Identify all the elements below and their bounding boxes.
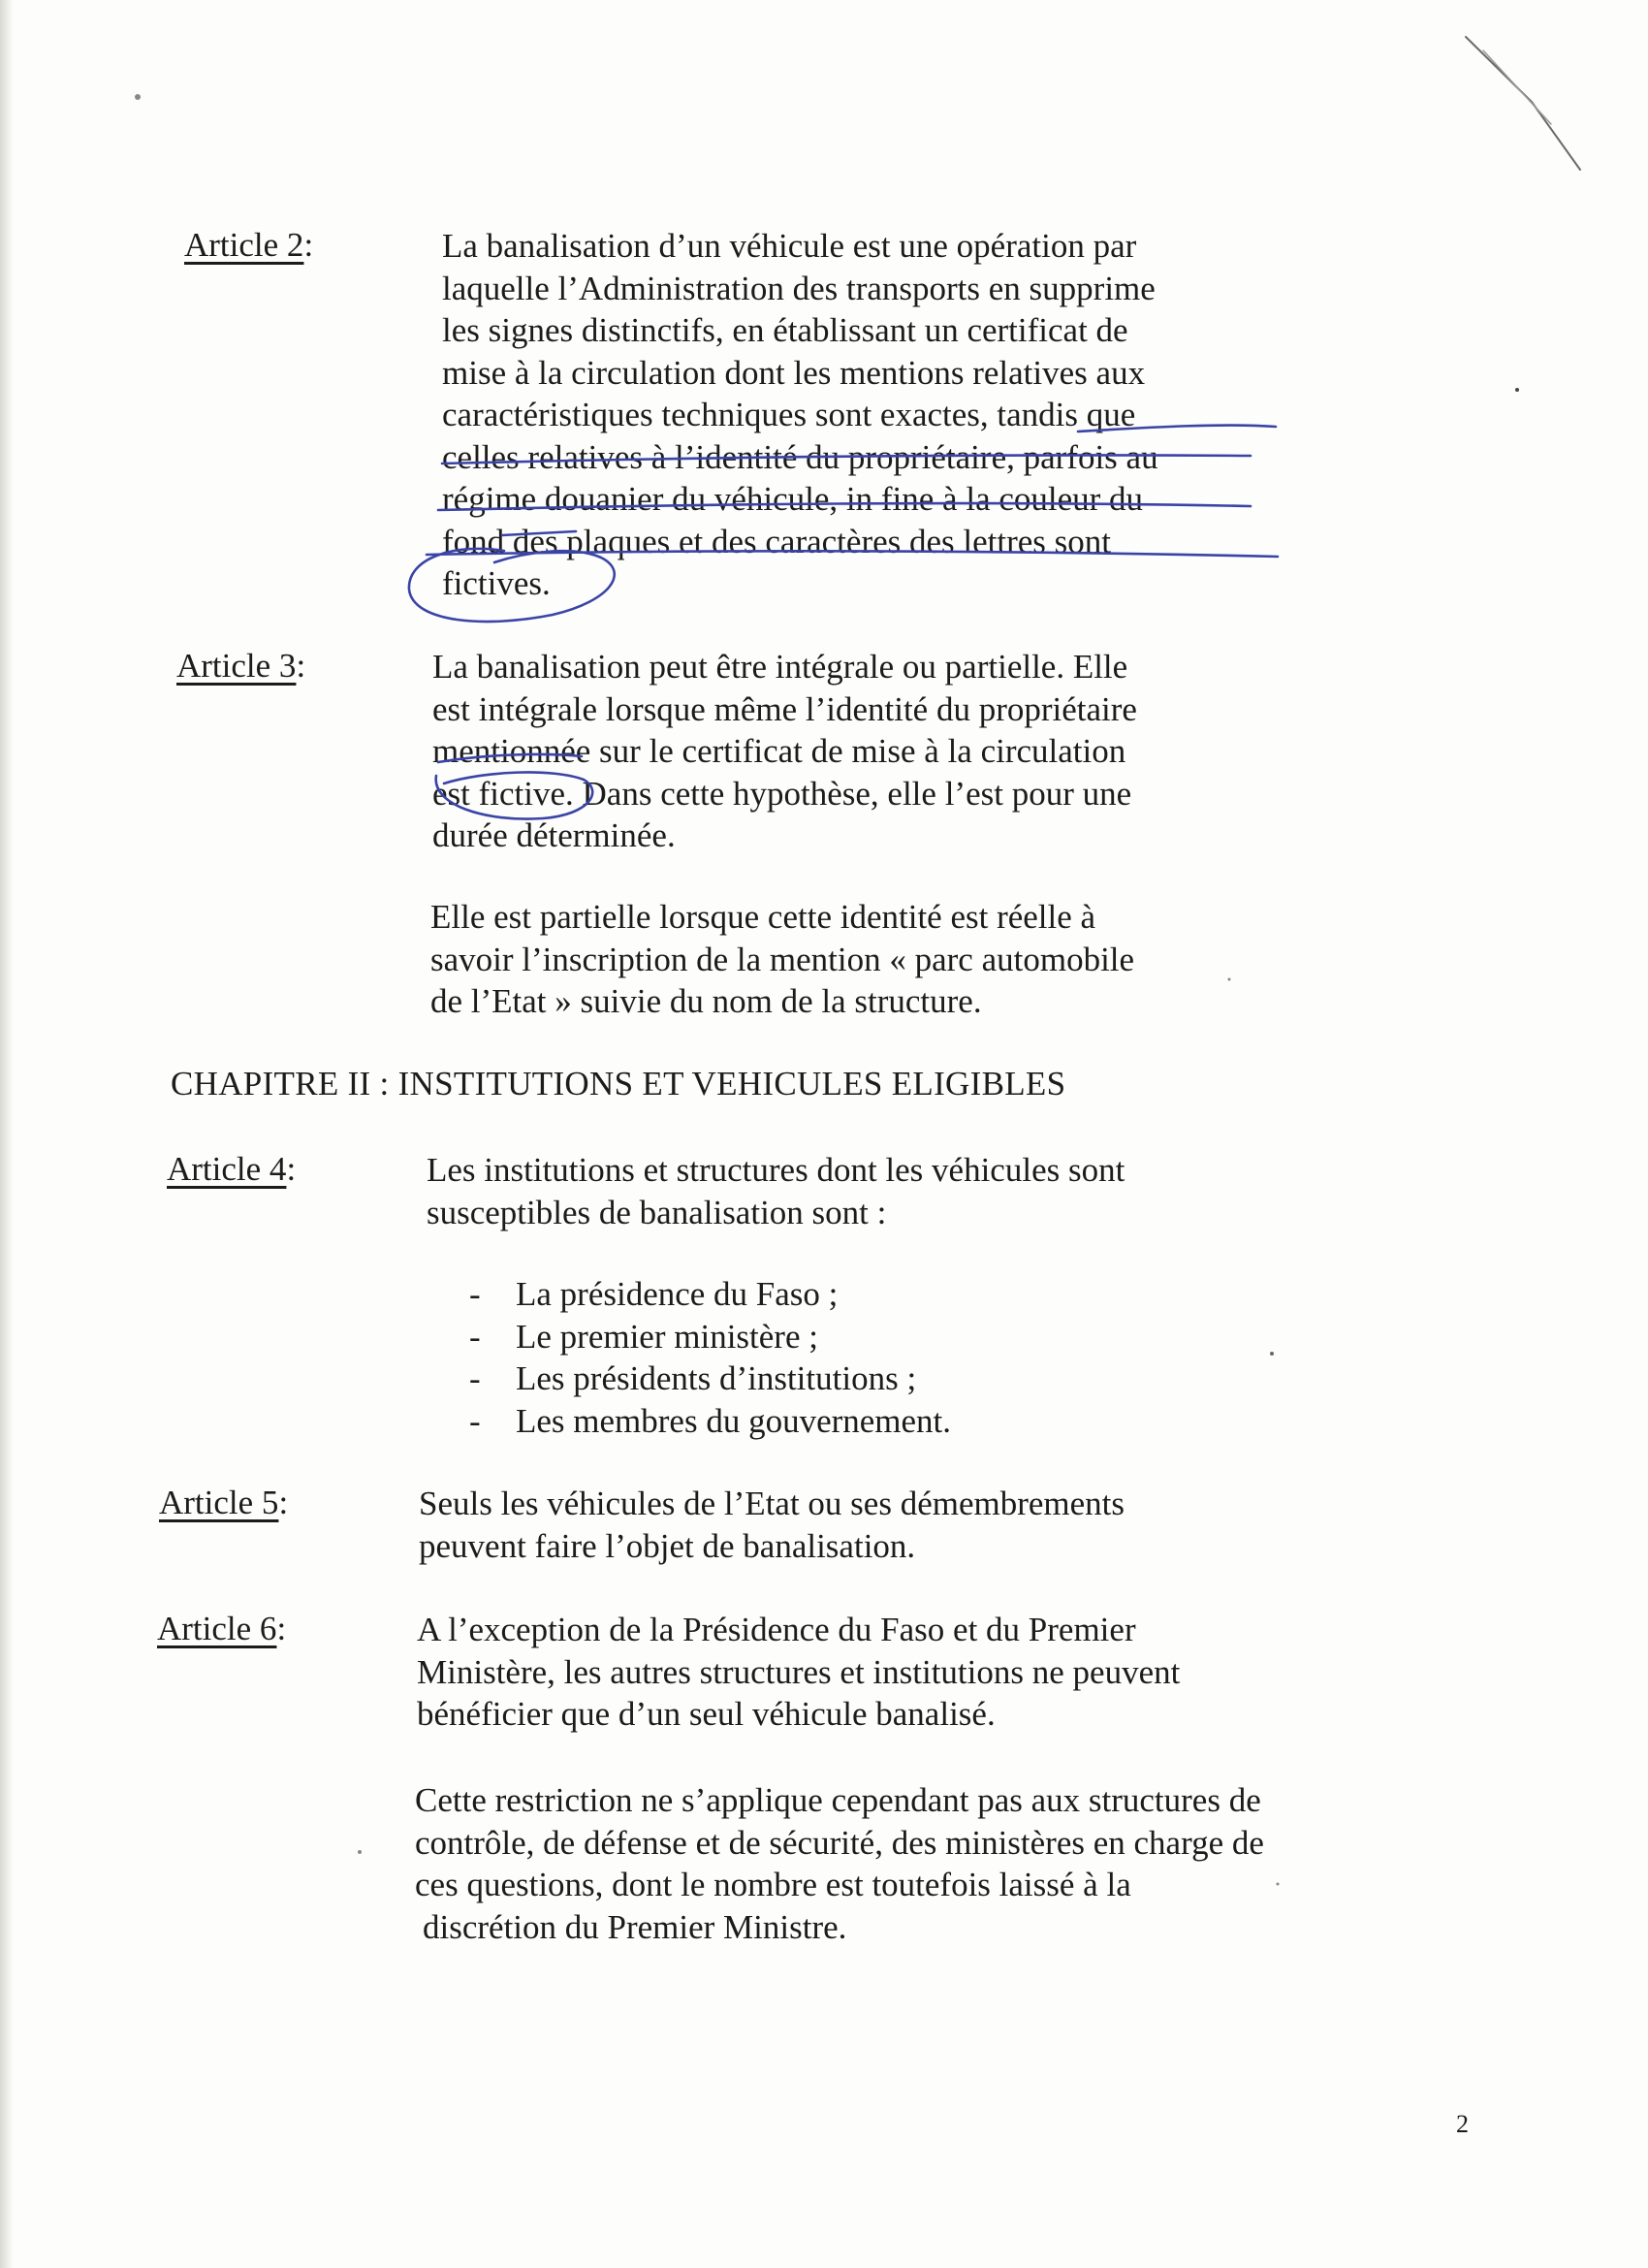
text-line: mise à la circulation dont les mentions relatives aux xyxy=(442,353,1146,392)
article-4-label-text: Article 4 xyxy=(167,1150,287,1188)
list-item-text: La présidence du Faso ; xyxy=(516,1275,839,1313)
article-5-label-text: Article 5 xyxy=(159,1484,279,1521)
text-line: ces questions, dont le nombre est toutefois laissé à la xyxy=(415,1866,1131,1903)
list-item xyxy=(469,1358,951,1400)
text-line: les signes distinctifs, en établissant un certificat de xyxy=(442,311,1128,349)
bullet-dash: - xyxy=(469,1275,481,1313)
text-line: A l’exception de la Présidence du Faso et du Premier xyxy=(417,1611,1136,1648)
article-2-label xyxy=(184,226,313,265)
text-line: savoir l’inscription de la mention « parc automobile xyxy=(430,940,1135,978)
text-line: bénéficier que d’un seul véhicule banalisé. xyxy=(417,1695,996,1733)
article-3-paragraph-1 xyxy=(432,646,1221,857)
text-line: La banalisation d’un véhicule est une opération par xyxy=(442,227,1137,265)
eligible-institutions-list xyxy=(469,1273,951,1442)
article-2-label-text: Article 2 xyxy=(184,226,304,264)
text-line: susceptibles de banalisation sont : xyxy=(427,1193,887,1231)
bullet-dash: - xyxy=(469,1401,481,1440)
list-item xyxy=(469,1316,951,1358)
text-line: Elle est partielle lorsque cette identité est réelle à xyxy=(430,898,1096,936)
text-line: de l’Etat » suivie du nom de la structure. xyxy=(430,982,982,1020)
article-4-label xyxy=(167,1150,296,1189)
article-3-sep: : xyxy=(296,647,306,685)
text-line: est intégrale lorsque même l’identité du propriétaire xyxy=(432,689,1137,728)
text-line: contrôle, de défense et de sécurité, des ministères en charge de xyxy=(415,1823,1264,1862)
text-line: Ministère, les autres structures et institutions ne peuvent xyxy=(417,1652,1181,1691)
article-6-label-text: Article 6 xyxy=(157,1610,277,1647)
scan-crease-mark xyxy=(1483,50,1551,124)
text-line: Cette restriction ne s’applique cependant pas aux structures de xyxy=(415,1781,1261,1819)
article-3-paragraph-2 xyxy=(430,896,1221,1023)
scan-crease-mark xyxy=(1466,37,1580,170)
scan-edge-shadow xyxy=(0,0,14,2268)
text-line: régime douanier du véhicule, in fine à la couleur du xyxy=(442,480,1144,518)
text-line: La banalisation peut être intégrale ou partielle. Elle xyxy=(432,648,1128,686)
text-line: Les institutions et structures dont les véhicules sont xyxy=(427,1151,1125,1189)
page-number: 2 xyxy=(1456,2110,1469,2138)
text-line: celles relatives à l’identité du propriétaire, parfois au xyxy=(442,437,1158,476)
article-2-sep: : xyxy=(303,226,314,264)
chapter-heading: CHAPITRE II : INSTITUTIONS ET VEHICULES ELIGIBLES xyxy=(171,1065,1066,1102)
text-line: mentionnée sur le certificat de mise à la circulation xyxy=(432,732,1126,770)
text-line: fond des plaques et des caractères des lettres sont xyxy=(442,522,1112,560)
article-3-label-text: Article 3 xyxy=(176,647,297,685)
text-line: durée déterminée. xyxy=(432,816,676,854)
text-line xyxy=(415,1906,1346,1949)
text-line-content: discrétion du Premier Ministre. xyxy=(423,1907,847,1946)
text-line: fictives. xyxy=(442,564,551,602)
text-line: caractéristiques techniques sont exactes, tandis que xyxy=(442,396,1136,433)
list-item-text: Le premier ministère ; xyxy=(516,1317,818,1356)
bullet-dash: - xyxy=(469,1359,481,1397)
text-line: peuvent faire l’objet de banalisation. xyxy=(419,1526,916,1565)
text-line: laquelle l’Administration des transports en supprime xyxy=(442,269,1156,307)
article-6-paragraph-1 xyxy=(417,1609,1270,1736)
article-6-label xyxy=(157,1610,286,1648)
article-4-sep: : xyxy=(286,1150,297,1188)
article-6-paragraph-2 xyxy=(415,1779,1346,1948)
article-2-text xyxy=(442,225,1243,605)
text-line: Seuls les véhicules de l’Etat ou ses démembrements xyxy=(419,1485,1125,1522)
article-6-sep: : xyxy=(276,1610,287,1647)
article-5-label xyxy=(159,1484,288,1522)
article-3-label xyxy=(176,647,305,686)
bullet-dash: - xyxy=(469,1317,481,1356)
article-5-text xyxy=(419,1483,1235,1567)
list-item xyxy=(469,1273,951,1316)
text-line: est fictive. Dans cette hypothèse, elle l’est pour une xyxy=(432,774,1132,813)
article-4-text xyxy=(427,1149,1221,1233)
list-item-text: Les membres du gouvernement. xyxy=(516,1401,952,1440)
article-5-sep: : xyxy=(278,1484,289,1521)
list-item-text: Les présidents d’institutions ; xyxy=(516,1359,917,1397)
list-item xyxy=(469,1400,951,1443)
